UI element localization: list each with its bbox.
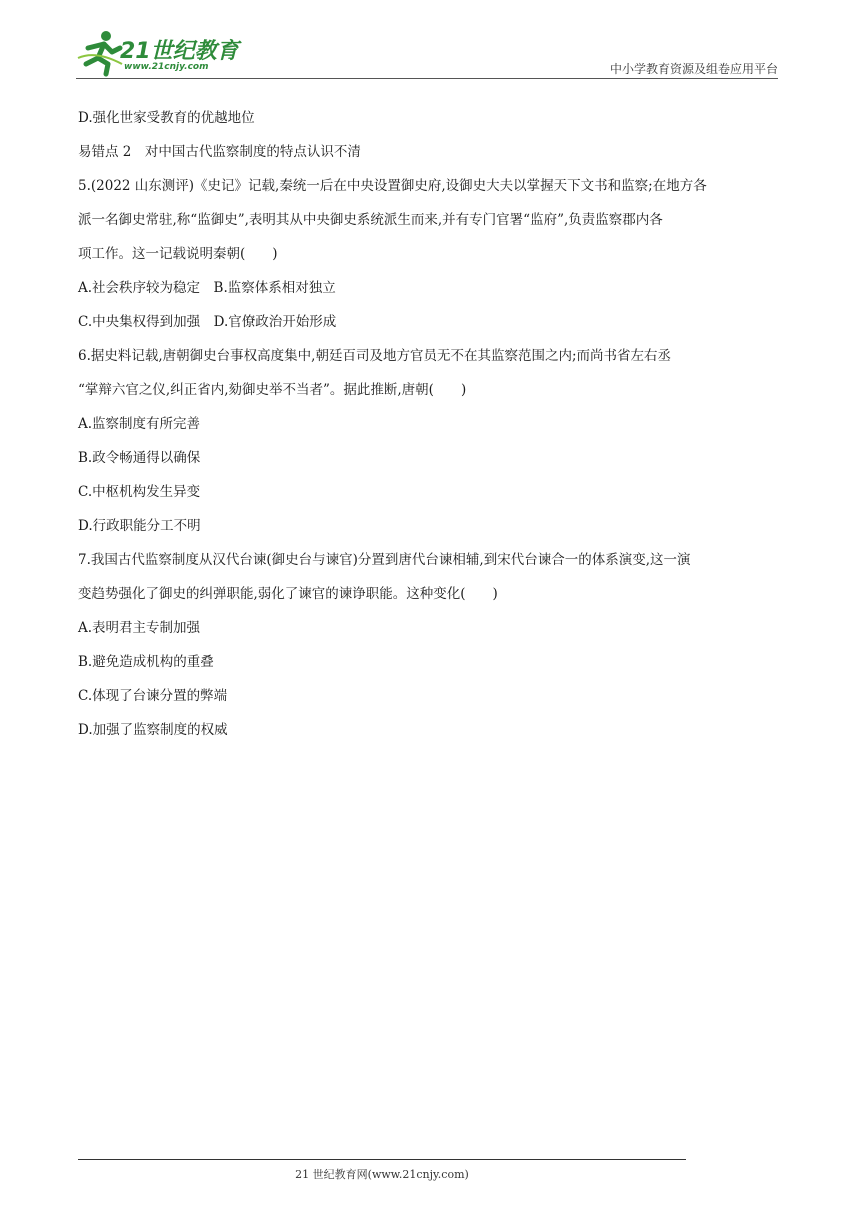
- question-7-option-c: C.体现了台谏分置的弊端: [78, 688, 228, 704]
- page-header: [0, 0, 860, 80]
- platform-label: 中小学教育资源及组卷应用平台: [609, 62, 778, 76]
- header-divider: [76, 78, 778, 79]
- question-7-option-b: B.避免造成机构的重叠: [78, 654, 214, 670]
- logo-url: www.21cnjy.com: [124, 62, 209, 72]
- section-heading: 易错点 2 对中国古代监察制度的特点认识不清: [78, 144, 361, 160]
- question-7-option-a: A.表明君主专制加强: [78, 620, 201, 636]
- question-5-line: 项工作。这一记载说明秦朝( ): [78, 246, 278, 262]
- question-6: [78, 346, 784, 401]
- question-5-line: 5.(2022 山东测评)《史记》记载,秦统一后在中央设置御史府,设御史大夫以掌握天下文书和监察;在地方各: [78, 178, 707, 194]
- question-5: [78, 176, 784, 265]
- question-6-line: 6.据史料记载,唐朝御史台事权高度集中,朝廷百司及地方官员无不在其监察范围之内;而尚书省左右丞: [78, 348, 672, 364]
- site-logo[interactable]: [76, 28, 246, 78]
- footer-text[interactable]: 21 世纪教育网(www.21cnjy.com): [295, 1168, 469, 1181]
- option-d-prev: D.强化世家受教育的优越地位: [78, 110, 255, 126]
- question-6-option-d: D.行政职能分工不明: [78, 518, 201, 534]
- question-7: [78, 550, 784, 605]
- question-6-option-a: A.监察制度有所完善: [78, 416, 201, 432]
- document-body: [78, 108, 784, 754]
- question-5-options: C.中央集权得到加强 D.官僚政治开始形成: [78, 314, 337, 330]
- question-6-option-c: C.中枢机构发生异变: [78, 484, 201, 500]
- question-5-options: A.社会秩序较为稳定 B.监察体系相对独立: [78, 280, 336, 296]
- question-7-line: 7.我国古代监察制度从汉代台谏(御史台与谏官)分置到唐代台谏相辅,到宋代台谏合一的体系演变,这一演: [78, 552, 691, 568]
- question-7-line: 变趋势强化了御史的纠弹职能,弱化了谏官的谏诤职能。这种变化( ): [78, 586, 498, 602]
- question-6-option-b: B.政令畅通得以确保: [78, 450, 201, 466]
- question-6-line: “掌辩六官之仪,纠正省内,劾御史举不当者”。据此推断,唐朝( ): [78, 382, 467, 398]
- question-5-line: 派一名御史常驻,称“监御史”,表明其从中央御史系统派生而来,并有专门官署“监府”,负责监察郡内各: [78, 212, 663, 228]
- logo-text: 21世纪教育: [120, 39, 239, 64]
- question-7-option-d: D.加强了监察制度的权威: [78, 722, 228, 738]
- runner-logo-icon: [76, 28, 126, 78]
- footer-divider: [78, 1159, 686, 1160]
